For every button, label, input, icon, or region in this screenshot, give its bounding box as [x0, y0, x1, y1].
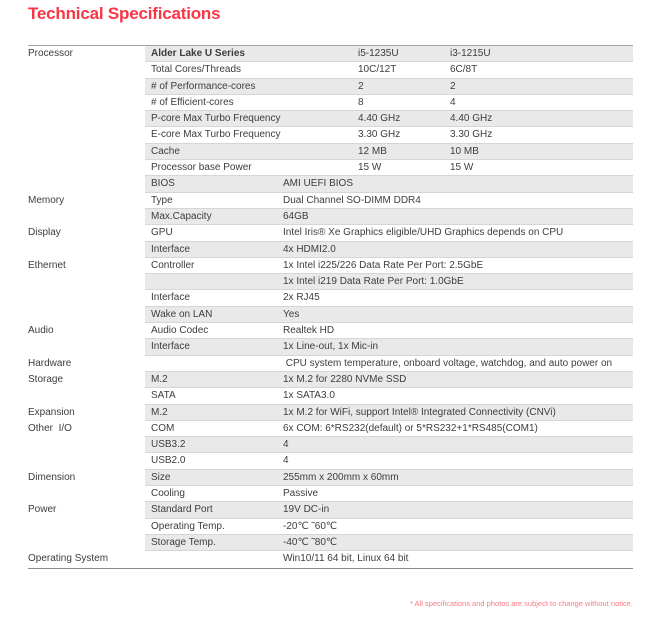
spec-value: 1x Line-out, 1x Mic-in: [283, 341, 379, 353]
row-body: [145, 62, 633, 78]
row-body: [145, 258, 633, 274]
row-body: [145, 502, 633, 518]
table-row: [28, 290, 633, 306]
spec-value: 2: [450, 80, 456, 92]
section-label: Memory: [28, 194, 65, 206]
section-label: [28, 127, 145, 143]
section-label: [28, 535, 145, 551]
section-label: [28, 437, 145, 453]
table-row: [28, 453, 633, 469]
row-body: [145, 46, 633, 62]
table-row: [28, 144, 633, 160]
spec-value: 15 W: [358, 162, 382, 174]
table-row: [28, 339, 633, 355]
table-row: [28, 95, 633, 111]
spec-label: Audio Codec: [151, 325, 209, 337]
spec-label: Cooling: [151, 488, 185, 500]
spec-value: 15 W: [450, 162, 474, 174]
section-label: [28, 388, 145, 404]
spec-value: -20℃ ˜60℃: [283, 520, 338, 532]
section-label: [28, 242, 145, 258]
section-label: [28, 486, 145, 502]
spec-label: M.2: [151, 406, 168, 418]
section-label: [28, 519, 145, 535]
spec-value: 4: [283, 439, 289, 451]
row-body: [145, 486, 633, 502]
row-body: [145, 388, 633, 404]
table-row: [28, 502, 633, 518]
row-body: [145, 421, 633, 437]
section-label: Ethernet: [28, 259, 66, 271]
row-body: [145, 405, 633, 421]
section-label: [28, 79, 145, 95]
spec-label: P-core Max Turbo Frequency: [151, 113, 281, 125]
row-body: [145, 307, 633, 323]
spec-value: 1x Intel i225/226 Data Rate Per Port: 2.5GbE: [283, 259, 484, 271]
spec-value: 2x RJ45: [283, 292, 320, 304]
spec-value: 4: [283, 455, 289, 467]
section-label: Storage: [28, 373, 64, 385]
section-label: [28, 95, 145, 111]
spec-label: Cache: [151, 145, 180, 157]
row-body: [145, 209, 633, 225]
section-label: Operating System: [28, 553, 109, 565]
spec-label: GPU: [151, 227, 173, 239]
table-row: [28, 437, 633, 453]
spec-value: 255mm x 200mm x 60mm: [283, 471, 399, 483]
table-row: [28, 519, 633, 535]
table-row: [28, 307, 633, 323]
row-body: [145, 519, 633, 535]
page-title: Technical Specifications: [28, 4, 221, 23]
table-row: [28, 551, 633, 567]
footnote: * All specifications and photos are subject to change without notice.: [409, 599, 633, 608]
spec-value: AMI UEFI BIOS: [283, 178, 354, 190]
row-body: [145, 111, 633, 127]
row-body: [145, 535, 633, 551]
table-row: [28, 388, 633, 404]
row-body: [145, 372, 633, 388]
spec-value: -40℃ ˜80℃: [283, 536, 338, 548]
spec-label: Total Cores/Threads: [151, 64, 242, 76]
table-row: [28, 79, 633, 95]
table-row: [28, 242, 633, 258]
section-label: [28, 307, 145, 323]
spec-label: M.2: [151, 373, 168, 385]
spec-value: 4x HDMI2.0: [283, 243, 336, 255]
row-body: [145, 176, 633, 192]
table-row: [28, 258, 633, 274]
section-label: [28, 339, 145, 355]
section-label: [28, 144, 145, 160]
spec-label: BIOS: [151, 178, 175, 190]
spec-label: Interface: [151, 292, 190, 304]
section-label: Other I/O: [28, 422, 72, 434]
spec-label: USB3.2: [151, 439, 186, 451]
spec-value: Yes: [283, 308, 300, 320]
row-body: [145, 95, 633, 111]
row-body: [145, 274, 633, 290]
spec-value: Intel Iris® Xe Graphics eligible/UHD Graphics depends on CPU: [283, 227, 564, 239]
row-body: [145, 551, 633, 567]
spec-label: # of Efficient-cores: [151, 96, 234, 108]
table-row: [28, 46, 633, 62]
spec-label: Standard Port: [151, 504, 213, 516]
section-label: Audio: [28, 325, 54, 337]
spec-value: 1x M.2 for 2280 NVMe SSD: [283, 373, 407, 385]
spec-value: CPU system temperature, onboard voltage, watchdog, and auto power on: [283, 357, 613, 369]
spec-label: Type: [151, 194, 173, 206]
spec-value: 19V DC-in: [283, 504, 330, 516]
spec-label: USB2.0: [151, 455, 186, 467]
spec-value: i5-1235U: [358, 48, 399, 59]
row-body: [145, 356, 633, 372]
spec-label: # of Performance-cores: [151, 80, 256, 92]
spec-label: Size: [151, 471, 171, 483]
spec-value: i3-1215U: [450, 48, 491, 59]
spec-value: 10C/12T: [358, 64, 397, 76]
spec-label: Interface: [151, 243, 190, 255]
spec-label: Max.Capacity: [151, 210, 212, 222]
table-row: [28, 405, 633, 421]
spec-label: SATA: [151, 390, 176, 402]
table-row: [28, 486, 633, 502]
section-label: [28, 62, 145, 78]
spec-value: 1x SATA3.0: [283, 390, 335, 402]
row-body: [145, 144, 633, 160]
spec-value: 1x Intel i219 Data Rate Per Port: 1.0GbE: [283, 276, 464, 288]
table-row: [28, 535, 633, 551]
spec-table: [28, 45, 633, 569]
table-row: [28, 62, 633, 78]
spec-value: 64GB: [283, 210, 309, 222]
table-row: [28, 176, 633, 192]
spec-value: 4: [450, 96, 456, 108]
table-row: [28, 372, 633, 388]
spec-value: Dual Channel SO-DIMM DDR4: [283, 194, 421, 206]
table-row: [28, 470, 633, 486]
table-row: [28, 209, 633, 225]
spec-value: 10 MB: [450, 145, 479, 157]
spec-label: E-core Max Turbo Frequency: [151, 129, 281, 141]
table-row: [28, 127, 633, 143]
section-label: [28, 274, 145, 290]
section-label: Power: [28, 504, 57, 516]
spec-value: 3.30 GHz: [358, 129, 401, 141]
section-label: [28, 160, 145, 176]
row-body: [145, 193, 633, 209]
row-body: [145, 160, 633, 176]
section-label: Processor: [28, 48, 74, 59]
row-body: [145, 290, 633, 306]
table-row: [28, 160, 633, 176]
spec-value: 4.40 GHz: [358, 113, 401, 125]
table-row: [28, 193, 633, 209]
spec-value: 4.40 GHz: [450, 113, 493, 125]
spec-value: Win10/11 64 bit, Linux 64 bit: [283, 553, 409, 565]
section-label: [28, 290, 145, 306]
row-body: [145, 323, 633, 339]
spec-label: Storage Temp.: [151, 536, 216, 548]
spec-value: Realtek HD: [283, 325, 335, 337]
spec-value: Passive: [283, 488, 319, 500]
table-row: [28, 323, 633, 339]
spec-value: 6x COM: 6*RS232(default) or 5*RS232+1*RS485(COM1): [283, 422, 538, 434]
spec-label: Alder Lake U Series: [151, 48, 245, 59]
row-body: [145, 127, 633, 143]
row-body: [145, 339, 633, 355]
table-row: [28, 225, 633, 241]
spec-value: 8: [358, 96, 364, 108]
spec-label: Wake on LAN: [151, 308, 213, 320]
section-label: [28, 111, 145, 127]
spec-label: Interface: [151, 341, 190, 353]
spec-value: 6C/8T: [450, 64, 478, 76]
spec-value: 3.30 GHz: [450, 129, 493, 141]
spec-label: Processor base Power: [151, 162, 252, 174]
table-row: [28, 356, 633, 372]
spec-value: 1x M.2 for WiFi, support Intel® Integrated Connectivity (CNVi): [283, 406, 556, 418]
row-body: [145, 453, 633, 469]
row-body: [145, 225, 633, 241]
table-row: [28, 111, 633, 127]
section-label: Display: [28, 227, 61, 239]
section-label: [28, 209, 145, 225]
row-body: [145, 470, 633, 486]
section-label: [28, 176, 145, 192]
spec-value: 12 MB: [358, 145, 387, 157]
row-body: [145, 79, 633, 95]
section-label: Expansion: [28, 406, 75, 418]
table-row: [28, 274, 633, 290]
spec-label: COM: [151, 422, 175, 434]
spec-label: Controller: [151, 259, 195, 271]
row-body: [145, 242, 633, 258]
row-body: [145, 437, 633, 453]
section-label: Dimension: [28, 471, 76, 483]
table-row: [28, 421, 633, 437]
spec-value: 2: [358, 80, 364, 92]
section-label: Hardware: [28, 357, 72, 369]
section-label: [28, 453, 145, 469]
spec-label: Operating Temp.: [151, 520, 225, 532]
